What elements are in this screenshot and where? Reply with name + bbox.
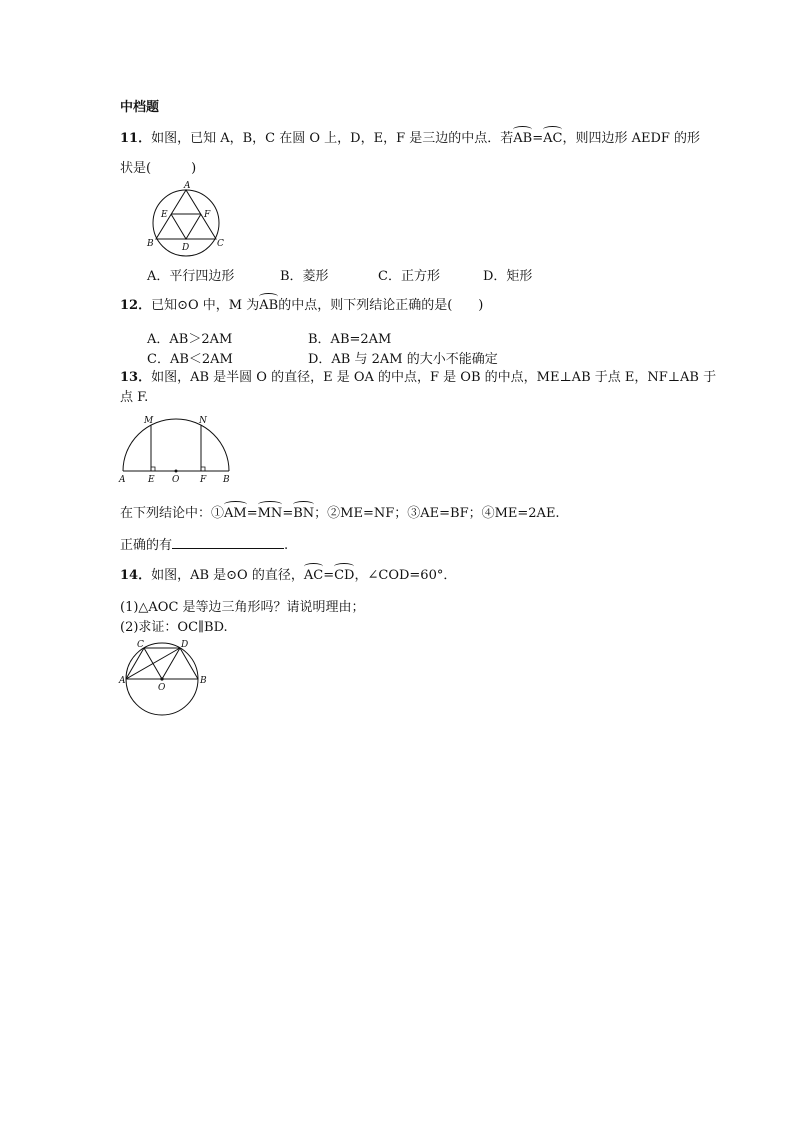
q11-arc-ab: AB	[513, 131, 533, 146]
q11-label-a: A	[184, 181, 191, 191]
q13-conclusions: 在下列结论中：①AM=MN=BN；②ME=NF；③AE=BF；④ME=2AE.	[120, 506, 560, 521]
q13-arc-am: AM	[224, 506, 247, 521]
q13-answer-label: 正确的有	[120, 538, 173, 553]
q14-arc-ac: AC	[303, 568, 324, 583]
q11-label-d: D	[182, 243, 190, 253]
q11-quad-edf	[171, 214, 201, 239]
q11-figure	[145, 181, 230, 254]
q12-text-post: 的中点，则下列结论正确的是(	[278, 298, 453, 313]
q13-number: 13．	[120, 370, 152, 385]
q13-label-a: A	[119, 475, 126, 485]
q14-number: 14．	[120, 568, 152, 583]
q13-arc-bn: BN	[293, 506, 315, 521]
q14-figure	[118, 638, 210, 718]
q11-number: 11．	[120, 131, 152, 146]
q13-right-angle-e	[151, 467, 155, 471]
q14-part1: (1)△AOC 是等边三角形吗？请说明理由；	[120, 600, 365, 615]
q11-text-pre: 如图，已知 A，B，C 在圆 O 上，D，E，F 是三边的中点．若	[151, 131, 514, 146]
q11-arc-ac: AC	[543, 131, 563, 146]
q12-arc-ab: AB	[259, 298, 279, 313]
q14-segment-bd	[180, 648, 198, 679]
q11-line1	[120, 130, 700, 148]
q14-segment-oc	[144, 648, 162, 679]
q12-option-a: A．AB＞2AM	[147, 332, 233, 347]
q11-label-c: C	[217, 239, 224, 249]
q13-label-b: B	[223, 475, 230, 485]
q13-answer-blank[interactable]	[172, 536, 284, 549]
q14-label-c: C	[137, 640, 144, 650]
q14-text-post: ，∠COD=60°．	[354, 568, 457, 583]
q11-paren-close: )	[191, 161, 197, 176]
q14-part2: (2)求证：OC∥BD.	[120, 620, 228, 635]
q12-number: 12．	[120, 298, 152, 313]
q13-answer-end: .	[284, 538, 289, 553]
q11-label-e: E	[161, 210, 168, 220]
q11-option-d: D．矩形	[483, 269, 533, 284]
q13-semicircle	[123, 419, 229, 471]
q11-label-f: F	[204, 210, 211, 220]
q13-label-f: F	[200, 475, 207, 485]
q11-label-b: B	[147, 239, 154, 249]
q13-concl-post: ；②ME=NF；③AE=BF；④ME=2AE.	[314, 506, 560, 521]
q12-paren-close: )	[478, 298, 484, 313]
q14-label-a: A	[119, 676, 126, 686]
q11-option-a: A．平行四边形	[147, 269, 235, 284]
q13-arc-mn: MN	[257, 506, 283, 521]
q11-stem-end: 状是(	[120, 161, 152, 176]
q13-center-dot	[175, 470, 178, 473]
q12-option-c: C．AB＜2AM	[147, 352, 233, 367]
q11-option-c: C．正方形	[378, 269, 440, 284]
q14-center-dot	[160, 677, 163, 680]
q14-line1: 14．如图，AB 是⊙O 的直径，AC=CD，∠COD=60°．	[120, 568, 457, 583]
q11-eq: =	[532, 131, 544, 146]
q14-label-d: D	[181, 640, 189, 650]
q13-label-m: M	[144, 416, 154, 426]
q12-line1	[120, 297, 483, 315]
q14-label-o: O	[158, 683, 166, 693]
q13-concl-pre: 在下列结论中：①	[120, 506, 225, 521]
q12-text-pre: 已知⊙O 中，M 为	[151, 298, 260, 313]
q13-right-angle-f	[201, 467, 205, 471]
q13-figure	[115, 412, 240, 486]
q14-arc-cd: CD	[334, 568, 355, 583]
q13-answer-line	[120, 536, 288, 555]
q11-text-post: ，则四边形 AEDF 的形	[562, 131, 701, 146]
q14-label-b: B	[200, 676, 207, 686]
q11-option-b: B．菱形	[280, 269, 329, 284]
section-title: 中档题	[120, 100, 160, 115]
q13-label-o: O	[172, 475, 180, 485]
q13-line2: 点 F.	[120, 390, 149, 405]
q13-text-line1: 如图，AB 是半圆 O 的直径，E 是 OA 的中点，F 是 OB 的中点，ME⊥AB 于点 E，NF⊥AB 于	[151, 370, 717, 385]
q14-text-pre: 如图，AB 是⊙O 的直径，	[151, 568, 304, 583]
q13-label-e: E	[148, 475, 155, 485]
q13-label-n: N	[199, 416, 207, 426]
q12-option-b: B．AB=2AM	[308, 332, 392, 347]
q13-line1	[120, 369, 716, 387]
q11-line2	[120, 160, 196, 178]
q12-option-d: D．AB 与 2AM 的大小不能确定	[308, 352, 498, 367]
